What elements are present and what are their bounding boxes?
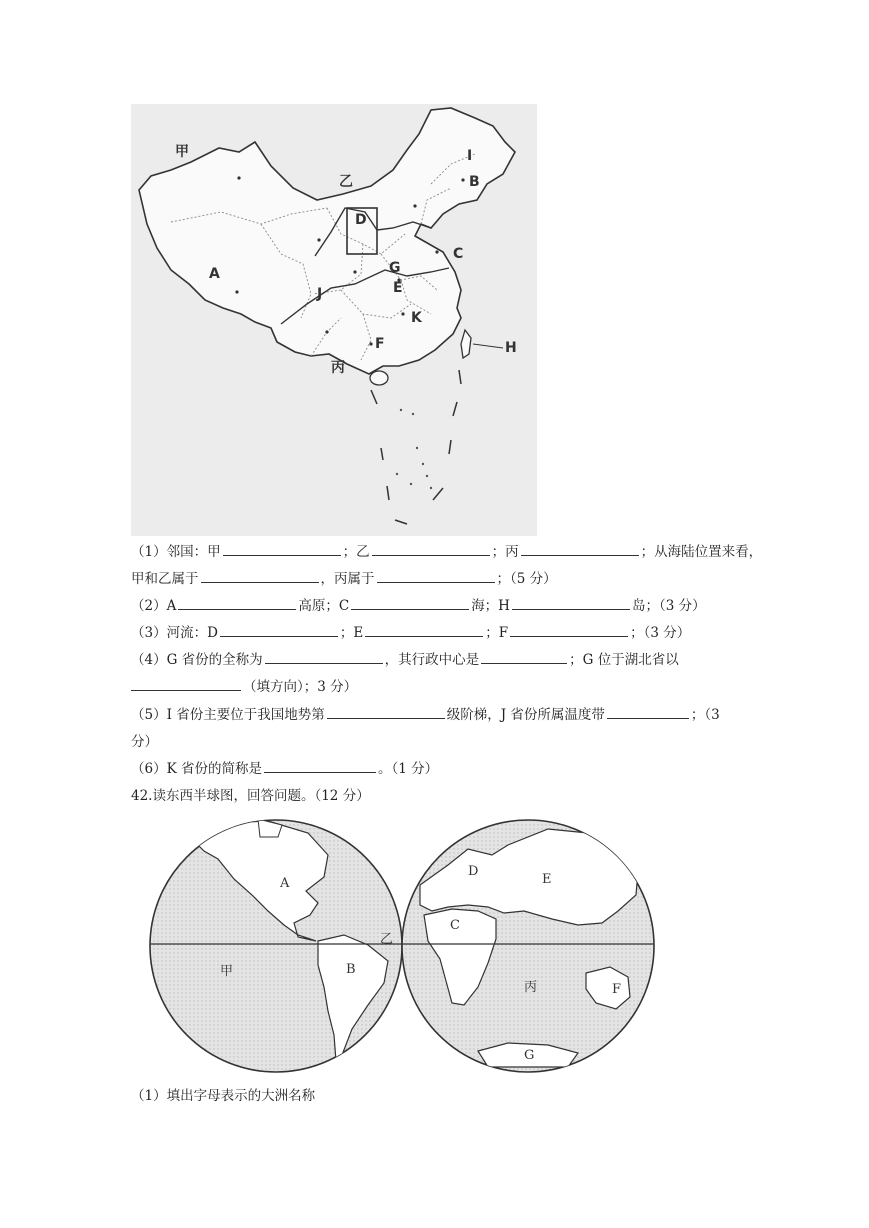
hemi-label-E: E [542,872,552,887]
q41-text: 海；H [471,598,510,614]
q41-line-9 [131,760,438,778]
map-label-G: G [389,260,401,276]
map-label-J: J [317,286,323,302]
hemi-label-jia: 甲 [220,964,234,979]
q41-text: 岛；（3 分） [631,598,706,614]
q41-text: ；乙 [342,544,370,560]
q41-line-3 [131,597,706,615]
map-label-yi: 乙 [339,174,353,190]
china-map-svg [131,104,537,536]
q41-line-7 [131,706,720,724]
q41-text: （4）G 省份的全称为 [131,652,263,668]
answer-blank[interactable] [607,706,689,719]
map-label-E: E [393,280,403,296]
answer-blank[interactable] [201,570,319,583]
answer-blank[interactable] [220,624,338,637]
answer-blank[interactable] [223,543,341,556]
hemi-label-C: C [450,918,460,933]
map-label-A: A [209,266,220,282]
answer-blank[interactable] [327,706,445,719]
hemisphere-map-svg [148,815,703,1077]
map-label-I: I [467,148,473,164]
hemi-label-A: A [280,876,290,891]
map-label-jia: 甲 [175,144,189,160]
answer-blank[interactable] [365,624,483,637]
q41-line-5 [131,651,679,669]
map-label-F: F [375,336,385,352]
q41-text: ；（5 分） [496,571,557,587]
hemi-label-B: B [346,962,356,977]
q41-line-8 [131,733,158,751]
map-label-B: B [469,174,480,190]
answer-blank[interactable] [178,597,296,610]
q41-text: 。（1 分） [377,761,439,777]
q41-text: ；从海陆位置来看， [640,544,763,560]
answer-blank[interactable] [372,543,490,556]
hemi-label-G: G [524,1048,535,1063]
q41-text: 分） [131,734,158,750]
q41-text: 高原；C [298,598,350,614]
q41-text: ，其行政中心是 [384,652,480,668]
map-label-H: H [505,340,517,356]
q41-text: ；（3 [690,707,720,723]
hemi-label-yi: 乙 [380,932,394,947]
answer-blank[interactable] [264,760,376,773]
answer-blank[interactable] [521,543,639,556]
q41-text: 甲和乙属于 [131,571,199,587]
q41-text: ；（3 分） [630,625,691,641]
answer-blank[interactable] [481,651,567,664]
map-label-D: D [355,212,367,228]
china-outline [139,108,515,374]
map-label-K: K [411,310,422,326]
answer-blank[interactable] [265,651,383,664]
q41-line-1 [131,543,762,561]
answer-blank[interactable] [351,597,469,610]
answer-blank[interactable] [510,624,628,637]
q41-text: ；丙 [491,544,519,560]
hemi-label-D: D [468,864,479,879]
q41-line-2 [131,570,557,588]
china-map [131,104,537,536]
answer-blank[interactable] [131,678,241,691]
hemi-label-bing: 丙 [524,980,538,995]
q41-text: （填方向）；3 分） [243,679,358,695]
q41-text: （6）K 省份的简称是 [131,761,262,777]
q41-text: （5）I 省份主要位于我国地势第 [131,707,325,723]
q42-title: 42.读东西半球图，回答问题。（12 分） [131,788,370,804]
hemi-label-F: F [612,982,622,997]
q41-text: ；G 位于湖北省以 [569,652,679,668]
q41-text: （1）邻国：甲 [131,544,221,560]
hemisphere-map [148,815,703,1077]
q41-text: （3）河流：D [131,625,218,641]
map-label-bing: 丙 [331,360,345,376]
q41-text: ；E [339,625,364,641]
q41-line-4 [131,624,690,642]
q42-sub1: （1）填出字母表示的大洲名称 [131,1088,316,1104]
q41-line-6 [131,678,357,696]
answer-blank[interactable] [377,570,495,583]
q41-text: ，丙属于 [320,571,375,587]
map-label-C: C [453,246,464,262]
q41-text: 级阶梯，J 省份所属温度带 [446,707,605,723]
q41-text: （2）A [131,598,177,614]
q41-text: ；F [485,625,509,641]
answer-blank[interactable] [512,597,630,610]
